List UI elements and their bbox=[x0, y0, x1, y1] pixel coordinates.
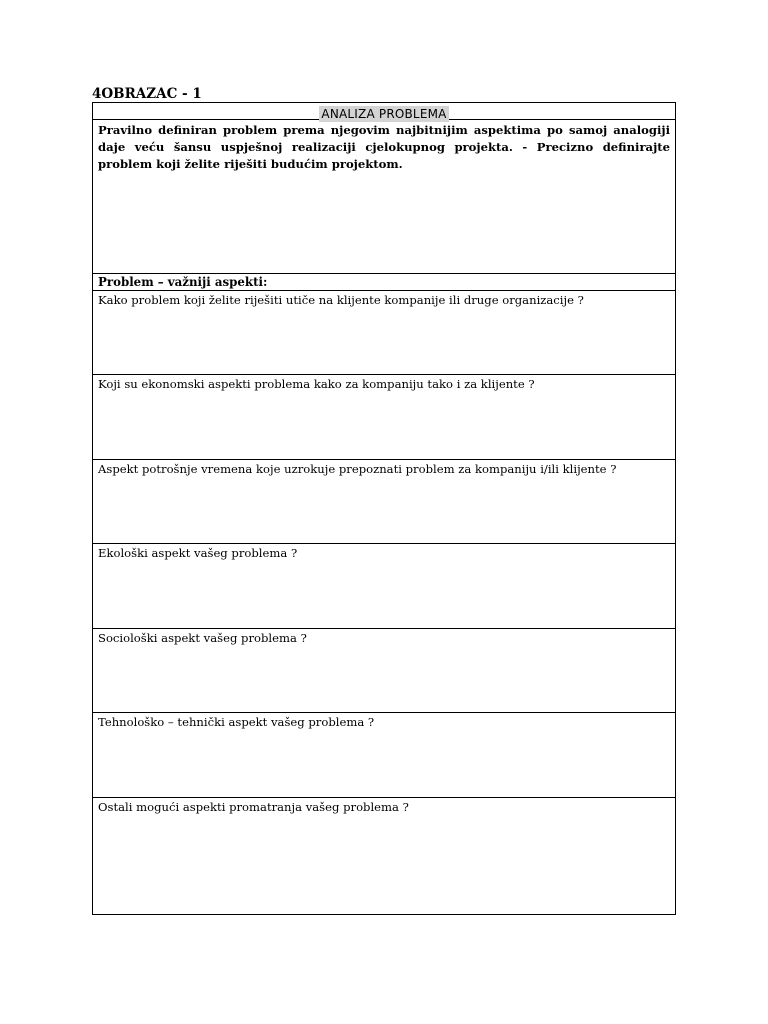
question-label: Ekološki aspekt vašeg problema ? bbox=[98, 546, 298, 560]
question-label: Tehnološko – tehnički aspekt vašeg problema ? bbox=[98, 715, 375, 729]
form-number-label: 4OBRAZAC - 1 bbox=[92, 86, 202, 102]
section-heading: Problem – važniji aspekti: bbox=[98, 275, 268, 289]
table-title: ANALIZA PROBLEMA bbox=[321, 107, 447, 121]
question-label: Sociološki aspekt vašeg problema ? bbox=[98, 631, 307, 645]
question-label: Ostali mogući aspekti promatranja vašeg problema ? bbox=[98, 800, 409, 814]
question-label: Kako problem koji želite riješiti utiče na klijente kompanije ili druge organizacije ? bbox=[98, 293, 584, 307]
intro-cell[interactable] bbox=[93, 120, 675, 274]
question-cell-economic[interactable] bbox=[93, 375, 675, 460]
question-label: Aspekt potrošnje vremena koje uzrokuje prepoznati problem za kompaniju i/ili klijente ? bbox=[98, 462, 617, 476]
section-heading-row bbox=[93, 274, 675, 291]
question-cell-clients-impact[interactable] bbox=[93, 291, 675, 375]
table-title-row bbox=[93, 103, 675, 120]
intro-instruction: Pravilno definiran problem prema njegovim najbitnijim aspektima po samoj analogiji daje veću šansu uspješnoj realizaciji cjelokupnog projekta. - Precizno definirajte problem koji želite riješiti budućim projektom. bbox=[98, 123, 670, 171]
question-cell-sociological[interactable] bbox=[93, 629, 675, 713]
question-cell-time[interactable] bbox=[93, 460, 675, 544]
question-cell-ecological[interactable] bbox=[93, 544, 675, 629]
question-label: Koji su ekonomski aspekti problema kako za kompaniju tako i za klijente ? bbox=[98, 377, 535, 391]
question-cell-other[interactable] bbox=[93, 798, 675, 914]
problem-analysis-table bbox=[92, 102, 676, 915]
question-cell-technological[interactable] bbox=[93, 713, 675, 798]
